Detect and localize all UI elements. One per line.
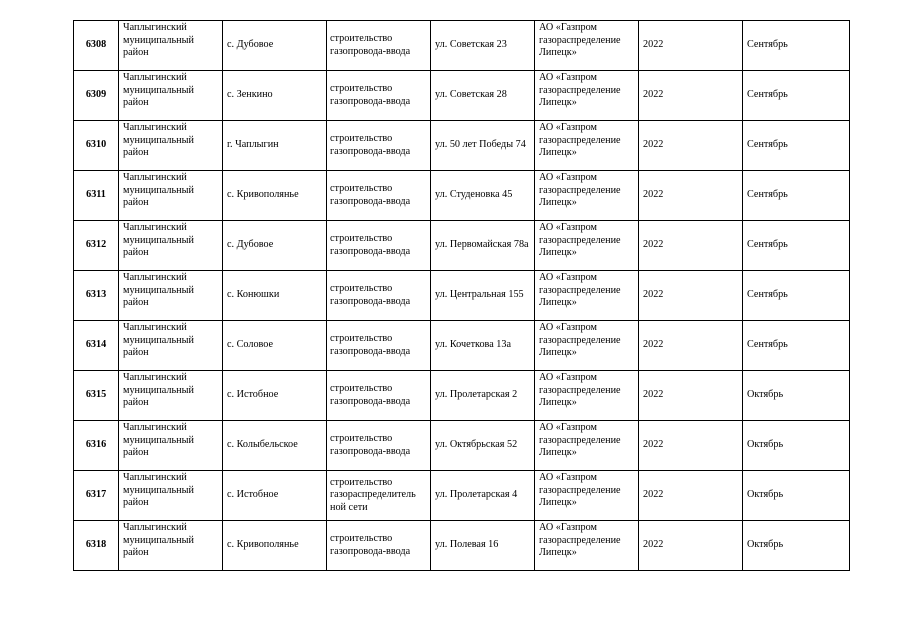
- organization-text: АО «Газпром газораспределение Липецк»: [539, 322, 621, 359]
- year-cell: [639, 321, 743, 371]
- work-type-cell: [327, 21, 431, 71]
- address-text: ул. Первомайская 78а: [435, 239, 529, 251]
- row-number-text: 6309: [85, 89, 107, 101]
- month-cell: [743, 321, 850, 371]
- district-text: Чаплыгинский муниципальный район: [123, 72, 194, 109]
- table-row: [74, 471, 850, 521]
- district-text: Чаплыгинский муниципальный район: [123, 522, 194, 559]
- address-text: ул. Кочеткова 13а: [435, 339, 512, 351]
- address-text: ул. Центральная 155: [435, 289, 524, 301]
- month-cell: [743, 21, 850, 71]
- work-type-text: строительство газопровода-ввода: [330, 332, 411, 357]
- year-cell: [639, 271, 743, 321]
- month-text: Сентябрь: [747, 289, 788, 301]
- organization-text: АО «Газпром газораспределение Липецк»: [539, 22, 621, 59]
- row-number-text: 6316: [85, 439, 107, 451]
- month-cell: [743, 221, 850, 271]
- work-type-cell: [327, 471, 431, 521]
- address-cell: [431, 171, 535, 221]
- district-cell: [119, 221, 223, 271]
- district-text: Чаплыгинский муниципальный район: [123, 372, 194, 409]
- work-type-cell: [327, 271, 431, 321]
- month-text: Сентябрь: [747, 339, 788, 351]
- year-cell: [639, 71, 743, 121]
- district-cell: [119, 171, 223, 221]
- district-cell: [119, 471, 223, 521]
- month-cell: [743, 471, 850, 521]
- work-type-cell: [327, 321, 431, 371]
- organization-cell: [535, 371, 639, 421]
- row-number-text: 6308: [85, 39, 107, 51]
- work-type-text: строительство газопровода-ввода: [330, 432, 411, 457]
- settlement-text: с. Зенкино: [227, 89, 273, 101]
- address-text: ул. Студеновка 45: [435, 189, 513, 201]
- address-text: ул. 50 лет Победы 74: [435, 139, 526, 151]
- organization-cell: [535, 221, 639, 271]
- table-row: [74, 521, 850, 571]
- organization-text: АО «Газпром газораспределение Липецк»: [539, 172, 621, 209]
- organization-cell: [535, 71, 639, 121]
- month-cell: [743, 121, 850, 171]
- district-cell: [119, 21, 223, 71]
- year-text: 2022: [643, 489, 664, 501]
- work-type-cell: [327, 221, 431, 271]
- district-cell: [119, 321, 223, 371]
- district-cell: [119, 371, 223, 421]
- work-type-text: строительство газопровода-ввода: [330, 532, 411, 557]
- row-number-cell: [74, 171, 119, 221]
- month-text: Сентябрь: [747, 239, 788, 251]
- settlement-text: с. Конюшки: [227, 289, 280, 301]
- row-number-text: 6311: [86, 189, 106, 201]
- year-text: 2022: [643, 139, 664, 151]
- settlement-cell: [223, 71, 327, 121]
- settlement-cell: [223, 521, 327, 571]
- work-type-text: строительство газопровода-ввода: [330, 282, 411, 307]
- month-text: Сентябрь: [747, 39, 788, 51]
- work-type-text: строительство газопровода-ввода: [330, 232, 411, 257]
- row-number-cell: [74, 421, 119, 471]
- year-text: 2022: [643, 289, 664, 301]
- address-cell: [431, 371, 535, 421]
- row-number-cell: [74, 221, 119, 271]
- table-row: [74, 171, 850, 221]
- row-number-cell: [74, 21, 119, 71]
- month-cell: [743, 421, 850, 471]
- address-cell: [431, 21, 535, 71]
- work-type-text: строительство газораспределитель ной сети: [330, 476, 416, 513]
- month-cell: [743, 271, 850, 321]
- settlement-cell: [223, 221, 327, 271]
- row-number-text: 6314: [85, 339, 107, 351]
- organization-text: АО «Газпром газораспределение Липецк»: [539, 222, 621, 259]
- month-text: Октябрь: [747, 489, 784, 501]
- work-type-cell: [327, 71, 431, 121]
- organization-text: АО «Газпром газораспределение Липецк»: [539, 422, 621, 459]
- organization-text: АО «Газпром газораспределение Липецк»: [539, 472, 621, 509]
- district-text: Чаплыгинский муниципальный район: [123, 222, 194, 259]
- organization-text: АО «Газпром газораспределение Липецк»: [539, 122, 621, 159]
- settlement-cell: [223, 471, 327, 521]
- settlement-cell: [223, 271, 327, 321]
- district-text: Чаплыгинский муниципальный район: [123, 472, 194, 509]
- table-row: [74, 271, 850, 321]
- year-text: 2022: [643, 89, 664, 101]
- settlement-cell: [223, 171, 327, 221]
- gasification-schedule-table-wrapper: [73, 20, 850, 571]
- row-number-text: 6313: [85, 289, 107, 301]
- work-type-text: строительство газопровода-ввода: [330, 132, 411, 157]
- row-number-text: 6312: [85, 239, 107, 251]
- month-cell: [743, 71, 850, 121]
- row-number-cell: [74, 271, 119, 321]
- address-cell: [431, 471, 535, 521]
- table-body: [74, 21, 850, 571]
- district-cell: [119, 271, 223, 321]
- work-type-text: строительство газопровода-ввода: [330, 32, 411, 57]
- address-text: ул. Советская 23: [435, 39, 507, 51]
- year-text: 2022: [643, 189, 664, 201]
- row-number-cell: [74, 71, 119, 121]
- year-text: 2022: [643, 39, 664, 51]
- year-cell: [639, 221, 743, 271]
- table-row: [74, 71, 850, 121]
- month-text: Октябрь: [747, 539, 784, 551]
- year-text: 2022: [643, 339, 664, 351]
- address-text: ул. Пролетарская 4: [435, 489, 518, 501]
- row-number-text: 6317: [85, 489, 107, 501]
- settlement-cell: [223, 121, 327, 171]
- year-cell: [639, 21, 743, 71]
- row-number-cell: [74, 121, 119, 171]
- organization-cell: [535, 271, 639, 321]
- year-cell: [639, 421, 743, 471]
- settlement-text: с. Истобное: [227, 489, 279, 501]
- month-text: Октябрь: [747, 389, 784, 401]
- month-text: Сентябрь: [747, 89, 788, 101]
- table-row: [74, 421, 850, 471]
- district-text: Чаплыгинский муниципальный район: [123, 422, 194, 459]
- settlement-text: с. Колыбельское: [227, 439, 298, 451]
- address-text: ул. Советская 28: [435, 89, 507, 101]
- table-row: [74, 321, 850, 371]
- work-type-text: строительство газопровода-ввода: [330, 182, 411, 207]
- settlement-text: с. Дубовое: [227, 239, 274, 251]
- table-row: [74, 371, 850, 421]
- year-text: 2022: [643, 439, 664, 451]
- settlement-text: с. Истобное: [227, 389, 279, 401]
- work-type-text: строительство газопровода-ввода: [330, 82, 411, 107]
- address-cell: [431, 271, 535, 321]
- work-type-cell: [327, 521, 431, 571]
- district-text: Чаплыгинский муниципальный район: [123, 122, 194, 159]
- row-number-cell: [74, 521, 119, 571]
- address-text: ул. Октябрьская 52: [435, 439, 518, 451]
- settlement-cell: [223, 371, 327, 421]
- address-cell: [431, 71, 535, 121]
- address-cell: [431, 121, 535, 171]
- month-cell: [743, 521, 850, 571]
- address-cell: [431, 521, 535, 571]
- organization-cell: [535, 171, 639, 221]
- organization-cell: [535, 121, 639, 171]
- year-cell: [639, 171, 743, 221]
- row-number-cell: [74, 371, 119, 421]
- organization-text: АО «Газпром газораспределение Липецк»: [539, 522, 621, 559]
- month-text: Сентябрь: [747, 139, 788, 151]
- district-text: Чаплыгинский муниципальный район: [123, 22, 194, 59]
- work-type-text: строительство газопровода-ввода: [330, 382, 411, 407]
- year-cell: [639, 121, 743, 171]
- table-row: [74, 221, 850, 271]
- district-cell: [119, 521, 223, 571]
- month-text: Сентябрь: [747, 189, 788, 201]
- organization-text: АО «Газпром газораспределение Липецк»: [539, 72, 621, 109]
- address-cell: [431, 321, 535, 371]
- work-type-cell: [327, 121, 431, 171]
- year-text: 2022: [643, 539, 664, 551]
- organization-cell: [535, 471, 639, 521]
- district-cell: [119, 421, 223, 471]
- year-cell: [639, 521, 743, 571]
- row-number-text: 6310: [85, 139, 107, 151]
- district-text: Чаплыгинский муниципальный район: [123, 172, 194, 209]
- organization-cell: [535, 421, 639, 471]
- address-cell: [431, 421, 535, 471]
- organization-text: АО «Газпром газораспределение Липецк»: [539, 272, 621, 309]
- settlement-text: с. Дубовое: [227, 39, 274, 51]
- settlement-text: с. Кривополянье: [227, 189, 299, 201]
- district-text: Чаплыгинский муниципальный район: [123, 272, 194, 309]
- organization-cell: [535, 521, 639, 571]
- work-type-cell: [327, 171, 431, 221]
- month-cell: [743, 171, 850, 221]
- year-cell: [639, 471, 743, 521]
- table-row: [74, 21, 850, 71]
- work-type-cell: [327, 421, 431, 471]
- settlement-text: с. Кривополянье: [227, 539, 299, 551]
- organization-cell: [535, 21, 639, 71]
- address-text: ул. Пролетарская 2: [435, 389, 518, 401]
- month-cell: [743, 371, 850, 421]
- organization-cell: [535, 321, 639, 371]
- organization-text: АО «Газпром газораспределение Липецк»: [539, 372, 621, 409]
- settlement-text: с. Соловое: [227, 339, 274, 351]
- row-number-text: 6315: [85, 389, 107, 401]
- settlement-text: г. Чаплыгин: [227, 139, 279, 151]
- gasification-schedule-table: [73, 20, 850, 571]
- row-number-text: 6318: [85, 539, 107, 551]
- settlement-cell: [223, 421, 327, 471]
- row-number-cell: [74, 471, 119, 521]
- year-text: 2022: [643, 389, 664, 401]
- district-cell: [119, 71, 223, 121]
- address-text: ул. Полевая 16: [435, 539, 499, 551]
- month-text: Октябрь: [747, 439, 784, 451]
- address-cell: [431, 221, 535, 271]
- work-type-cell: [327, 371, 431, 421]
- district-text: Чаплыгинский муниципальный район: [123, 322, 194, 359]
- settlement-cell: [223, 21, 327, 71]
- table-row: [74, 121, 850, 171]
- district-cell: [119, 121, 223, 171]
- year-cell: [639, 371, 743, 421]
- row-number-cell: [74, 321, 119, 371]
- settlement-cell: [223, 321, 327, 371]
- year-text: 2022: [643, 239, 664, 251]
